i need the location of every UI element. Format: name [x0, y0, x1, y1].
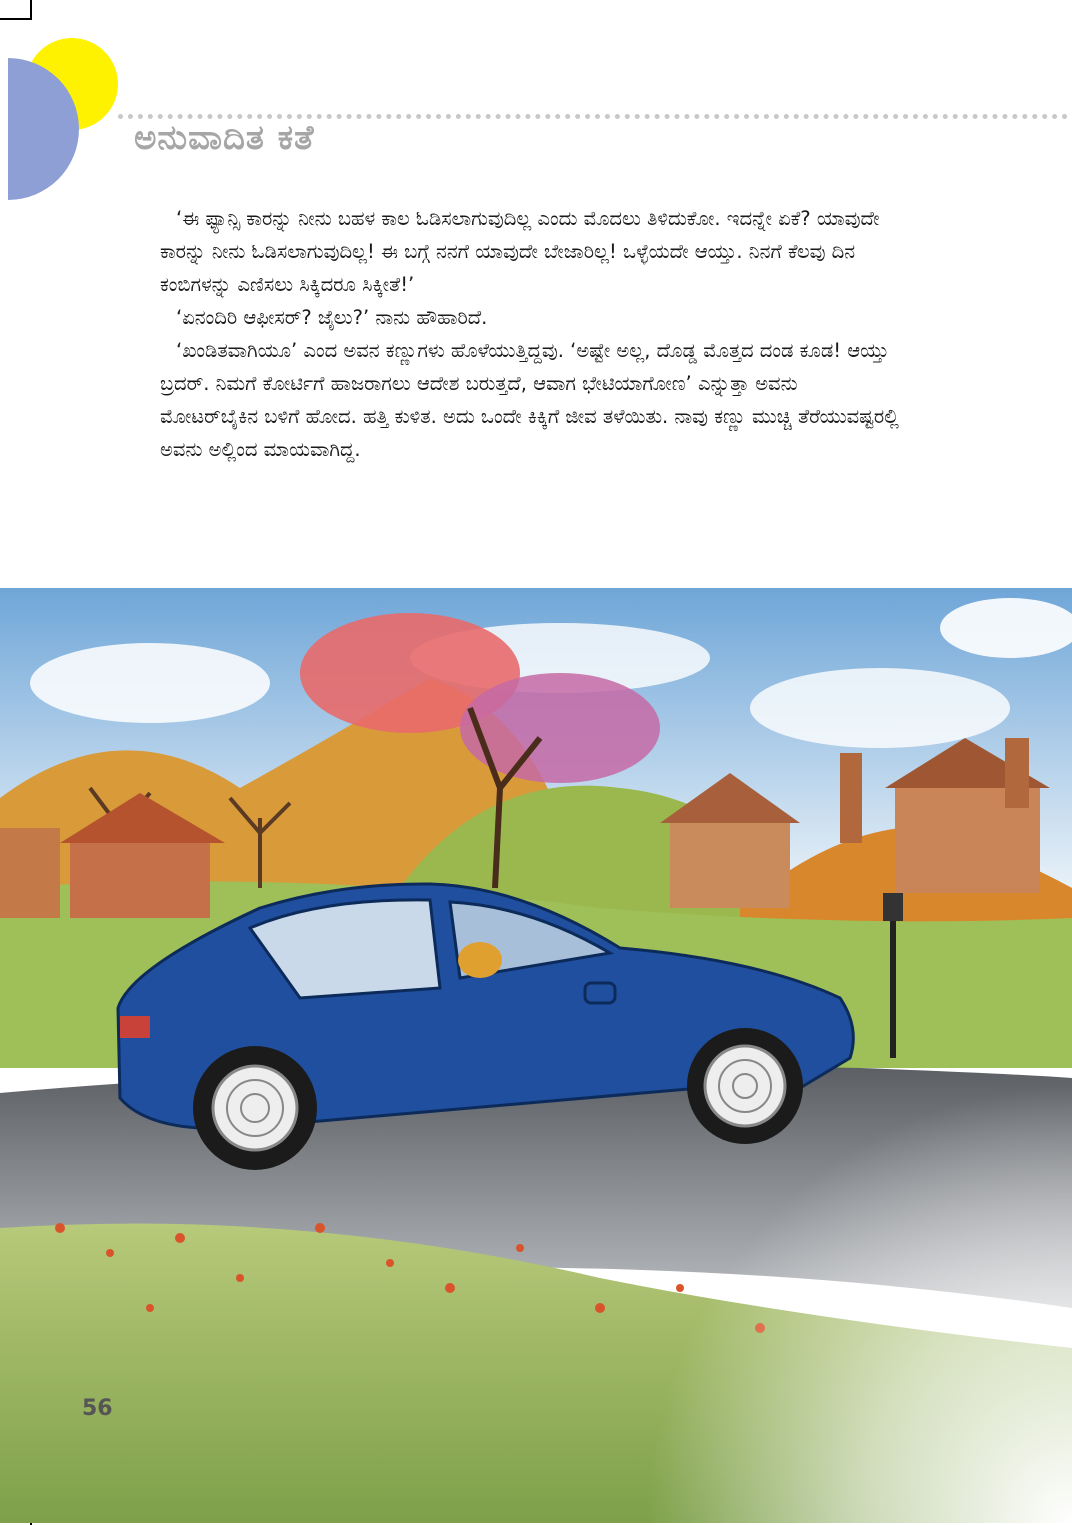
- page-number: 56: [82, 1396, 113, 1421]
- watercolor-illustration: [0, 588, 1072, 1523]
- side-mirror: [585, 983, 615, 1003]
- cloud: [30, 643, 270, 723]
- rear-hubcap: [213, 1066, 297, 1150]
- story-paragraph-2: ‘ಏನಂದಿರಿ ಆಫೀಸರ್? ಜೈಲು?’ ನಾನು ಹೌಹಾರಿದೆ.: [176, 306, 488, 329]
- tail-light: [120, 1016, 150, 1038]
- driver: [458, 942, 502, 978]
- story-paragraph-3: ‘ಖಂಡಿತವಾಗಿಯೂ’ ಎಂದ ಅವನ ಕಣ್ಣುಗಳು ಹೊಳೆಯುತ್ತಿದ್ದವು. ‘ಅಷ್ಟೇ ಅಲ್ಲ, ದೊಡ್ಡ ಮೊತ್ತದ ದಂಡ ಕೂಡ! ಆಯ್ತು ಬ್ರದರ್. ನಿಮಗೆ ಕೋರ್ಟಿಗೆ ಹಾಜರಾಗಲು ಆದೇಶ ಬರುತ್ತದೆ, ಆವಾಗ ಭೇಟಿಯಾಗೋಣ’ ಎನ್ನುತ್ತಾ ಅವನು ಮೋಟರ್‌ಬೈಕಿನ ಬಳಿಗೆ ಹೋದ. ಹತ್ತಿ ಕುಳಿತ. ಅದು ಒಂದೇ ಕಿಕ್ಕಿಗೆ ಜೀವ ತಳೆಯಿತು. ನಾವು ಕಣ್ಣು ಮುಚ್ಚಿ ತೆರೆಯುವಷ್ಟರಲ್ಲಿ ಅವನು ಅಲ್ಲಿಂದ ಮಾಯವಾಗಿದ್ದ.: [160, 339, 899, 461]
- cloud: [750, 668, 1010, 748]
- story-paragraph-1: ‘ಈ ಫ್ಯಾನ್ಸಿ ಕಾರನ್ನು ನೀನು ಬಹಳ ಕಾಲ ಓಡಿಸಲಾಗುವುದಿಲ್ಲ ಎಂದು ಮೊದಲು ತಿಳಿದುಕೋ. ಇದನ್ನೇ ಏಕೆ? ಯಾವುದೇ ಕಾರನ್ನು ನೀನು ಓಡಿಸಲಾಗುವುದಿಲ್ಲ! ಈ ಬಗ್ಗೆ ನನಗೆ ಯಾವುದೇ ಬೇಜಾರಿಲ್ಲ! ಒಳ್ಳೆಯದೇ ಆಯ್ತು. ನಿನಗೆ ಕೆಲವು ದಿನ ಕಂಬಿಗಳನ್ನು ಎಣಿಸಲು ಸಿಕ್ಕಿದರೂ ಸಿಕ್ಕೀತೆ!’: [160, 207, 880, 296]
- section-title: ಅನುವಾದಿತ ಕತೆ: [134, 118, 315, 158]
- header-decoration: [0, 0, 300, 220]
- story-text: [160, 202, 900, 466]
- corner-fade: [600, 1038, 1072, 1523]
